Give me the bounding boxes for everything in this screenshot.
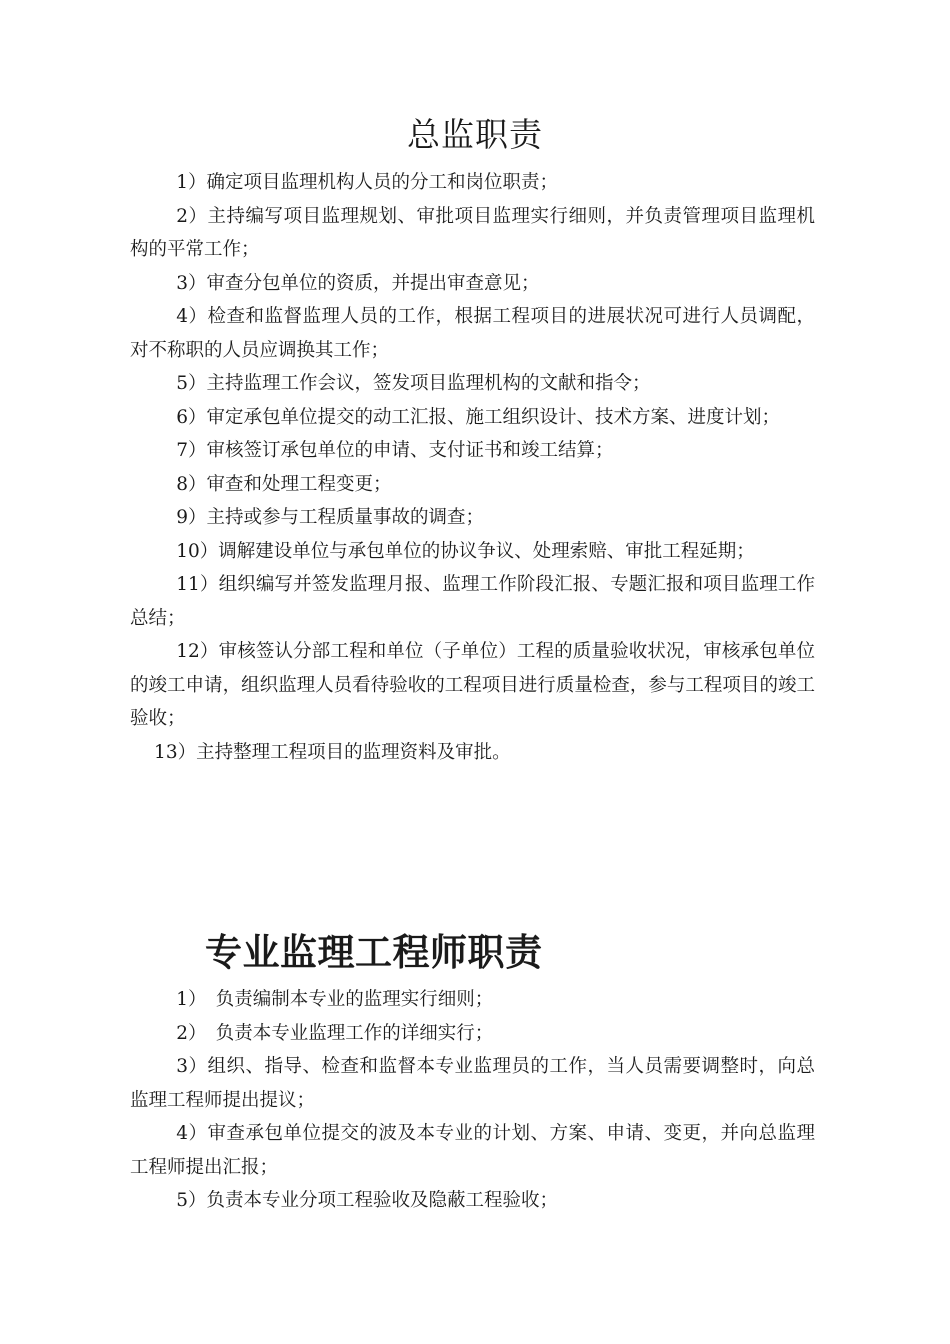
- section-title-specialist-engineer: 专业监理工程师职责: [205, 930, 543, 974]
- list-item: 1）确定项目监理机构人员的分工和岗位职责；: [176, 172, 559, 193]
- list-item: 2）主持编写项目监理规划、审批项目监理实行细则，并负责管理项目监理机构的平常工作；: [130, 205, 815, 260]
- list-item: 13）主持整理工程项目的监理资料及审批。: [154, 741, 511, 763]
- list-item: 12）审核签认分部工程和单位（子单位）工程的质量验收状况，审核承包单位的竣工申请，组织监理人员看待验收的工程项目进行质量检查，参与工程项目的竣工验收；: [130, 641, 815, 729]
- section-title-chief-supervisor: 总监职责: [407, 115, 543, 154]
- list-item: 1） 负责编制本专业的监理实行细则；: [176, 989, 494, 1010]
- list-item: 11）组织编写并签发监理月报、监理工作阶段汇报、专题汇报和项目监理工作总结；: [130, 574, 815, 629]
- specialist-engineer-duties-list: [130, 983, 815, 1218]
- list-item: 4）审查承包单位提交的波及本专业的计划、方案、申请、变更，并向总监理工程师提出汇报；: [130, 1123, 815, 1178]
- list-item: 9）主持或参与工程质量事故的调查；: [176, 507, 485, 528]
- list-item: 6）审定承包单位提交的动工汇报、施工组织设计、技术方案、进度计划；: [176, 406, 781, 428]
- list-item: 4）检查和监督监理人员的工作，根据工程项目的进展状况可进行人员调配，对不称职的人员应调换其工作；: [130, 306, 815, 361]
- list-item: 5）负责本专业分项工程验收及隐蔽工程验收；: [176, 1190, 559, 1211]
- list-item: 3）组织、指导、检查和监督本专业监理员的工作，当人员需要调整时，向总监理工程师提出提议；: [130, 1056, 815, 1111]
- list-item: 3）审查分包单位的资质，并提出审查意见；: [176, 272, 540, 294]
- list-item: 5）主持监理工作会议，签发项目监理机构的文献和指令；: [176, 373, 651, 394]
- chief-supervisor-duties-list: [130, 166, 815, 769]
- list-item: 8）审查和处理工程变更；: [176, 473, 392, 495]
- list-item: 7）审核签订承包单位的申请、支付证书和竣工结算；: [176, 440, 614, 461]
- list-item: 2） 负责本专业监理工作的详细实行；: [176, 1022, 494, 1044]
- list-item: 10）调解建设单位与承包单位的协议争议、处理索赔、审批工程延期；: [176, 540, 755, 562]
